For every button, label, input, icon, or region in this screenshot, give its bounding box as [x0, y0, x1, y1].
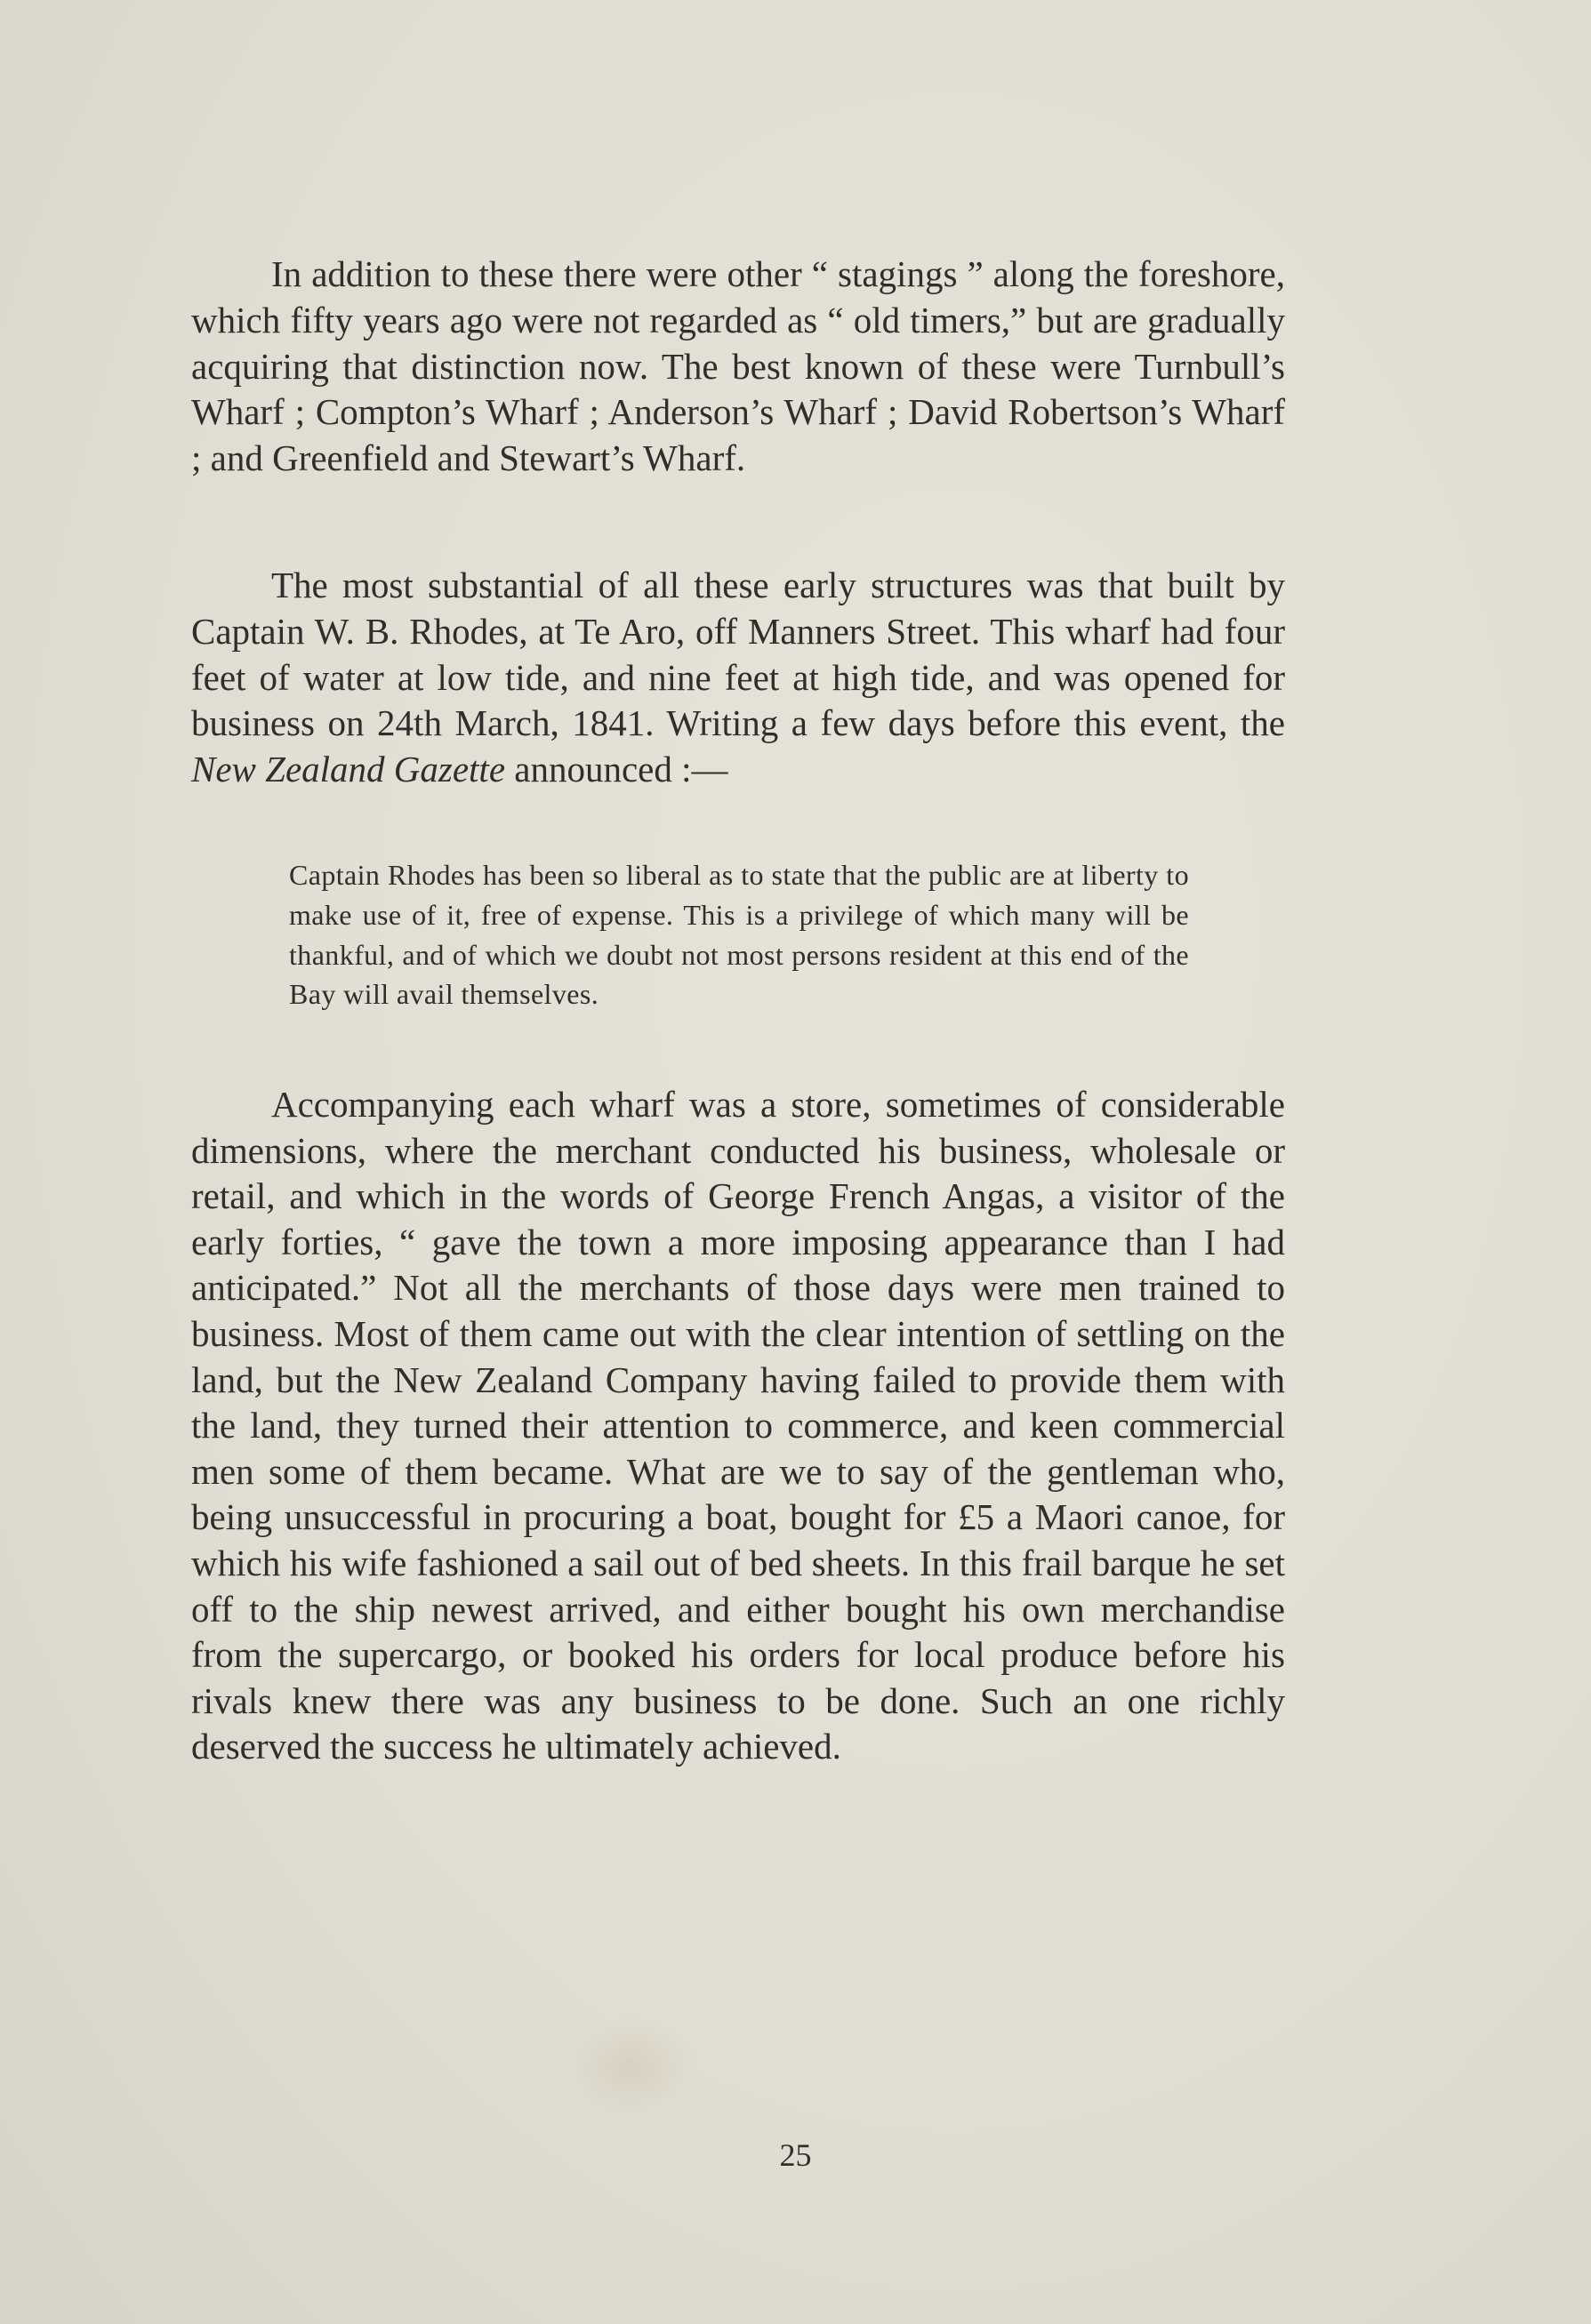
paragraph-rhodes-ending: announced :—: [505, 749, 728, 790]
gazette-quote: Captain Rhodes has been so liberal as to state that the public are at liberty to make use of it, free of expense. This is a privilege of which many will be thankful, and of which we doubt not most persons resident at this end of the Bay will avail themselves.: [289, 859, 1189, 1011]
paragraph-merchants-text: Accompanying each wharf was a store, sometimes of considerable dimensions, where the merchant conducted his business, wholesale or retail, and which in the words of George French Angas, a visitor of the early forties, “ gave the town a more imposing appearance than I had anticipated.” Not all the merchants of those days were men trained to business. Most of them came out with the clear intention of settling on the land, but the New Zealand Company having failed to provide them with the land, they turned their attention to commerce, and keen commercial men some of them became. What are we to say of the gentleman who, being unsuccessful in procuring a boat, bought for £5 a Maori canoe, for which his wife fashioned a sail out of bed sheets. In this frail barque he set off to the ship newest arrived, and either bought his own merchandise from the supercargo, or booked his orders for local produce before his rivals knew there was any business to be done. Such an one richly deserved the success he ultimately achieved.: [191, 1084, 1285, 1767]
page-number: 25: [779, 2137, 812, 2173]
paragraph-stagings-text: In addition to these there were other “ stagings ” along the foreshore, which fifty years ago were not regarded as “ old timers,” but are gradually acquiring that distinction now. The best known of these were Turnbull’s Wharf ; Compton’s Wharf ; Anderson’s Wharf ; David Robertson’s Wharf ; and Greenfield and Stewart’s Wharf.: [191, 253, 1285, 479]
newspaper-title: New Zealand Gazette: [191, 749, 506, 790]
paragraph-rhodes-wharf: [191, 563, 1285, 793]
paragraph-merchants: [191, 1082, 1285, 1770]
paragraph-rhodes-text: The most substantial of all these early structures was that built by Captain W. B. Rhodes, at Te Aro, off Manners Street. This wharf had four feet of water at low tide, and nine feet at high tide, and was opened for business on 24th March, 1841. Writing a few days before this event, the: [191, 565, 1285, 744]
paper-stain: [569, 2018, 694, 2116]
paragraph-stagings: [191, 252, 1285, 482]
